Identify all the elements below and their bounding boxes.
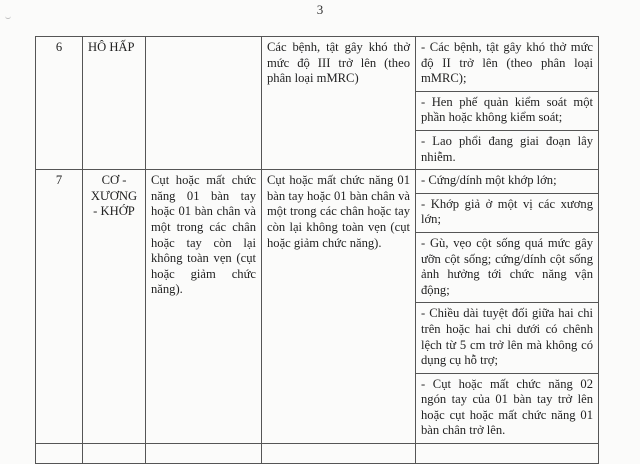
table-row-partial: [36, 444, 599, 464]
table-row: [36, 170, 599, 444]
empty-cell: [36, 444, 83, 464]
body-system: HÔ HẤP: [83, 37, 146, 170]
criteria-col4: Các bệnh, tật gây khó thở mức độ III trở lên (theo phân loại mMRC): [262, 37, 416, 170]
criteria-col3: Cụt hoặc mất chức năng 01 bàn tay hoặc 01 bàn chân và một trong các chân hoặc tay còn lại không toàn vẹn (cụt hoặc giảm chức năng).: [146, 170, 262, 444]
criteria-col5: [416, 37, 599, 170]
empty-cell: [83, 444, 146, 464]
criteria-item: - Chiều dài tuyệt đối giữa hai chi trên hoặc hai chi dưới có chênh lệch từ 5 cm trở lên mà không có dụng cụ hỗ trợ;: [416, 302, 598, 372]
empty-cell: [416, 444, 599, 464]
criteria-col4: Cụt hoặc mất chức năng 01 bàn tay hoặc 01 bàn chân và một trong các chân hoặc tay còn lại không toàn vẹn (cụt hoặc giảm chức năng).: [262, 170, 416, 444]
empty-cell: [146, 444, 262, 464]
criteria-item: - Lao phổi đang giai đoạn lây nhiễm.: [416, 130, 598, 169]
criteria-item: - Các bệnh, tật gây khó thở mức độ II trở lên (theo phân loại mMRC);: [421, 40, 593, 86]
criteria-item: - Khớp giả ở một vị các xương lớn;: [416, 193, 598, 232]
page-number: 3: [316, 2, 324, 17]
criteria-table: [35, 36, 599, 464]
empty-cell: [262, 444, 416, 464]
criteria-col3: [146, 37, 262, 170]
table-row: [36, 37, 599, 170]
criteria-item: - Gù, vẹo cột sống quá mức gây ưỡn cột sống; cứng/dính cột sống ảnh hưởng tới chức năng vận động;: [416, 232, 598, 302]
criteria-item: - Cứng/dính một khớp lớn;: [421, 173, 557, 188]
criteria-col5: [416, 170, 599, 444]
body-system: CƠ - XƯƠNG - KHỚP: [83, 170, 146, 444]
criteria-item: - Cụt hoặc mất chức năng 02 ngón tay của 01 bàn tay trở lên hoặc cụt hoặc mất chức năng 01 bàn chân trở lên.: [416, 373, 598, 443]
row-number: 7: [36, 170, 83, 444]
criteria-item: - Hen phế quản kiểm soát một phần hoặc không kiểm soát;: [416, 91, 598, 130]
row-number: 6: [36, 37, 83, 170]
